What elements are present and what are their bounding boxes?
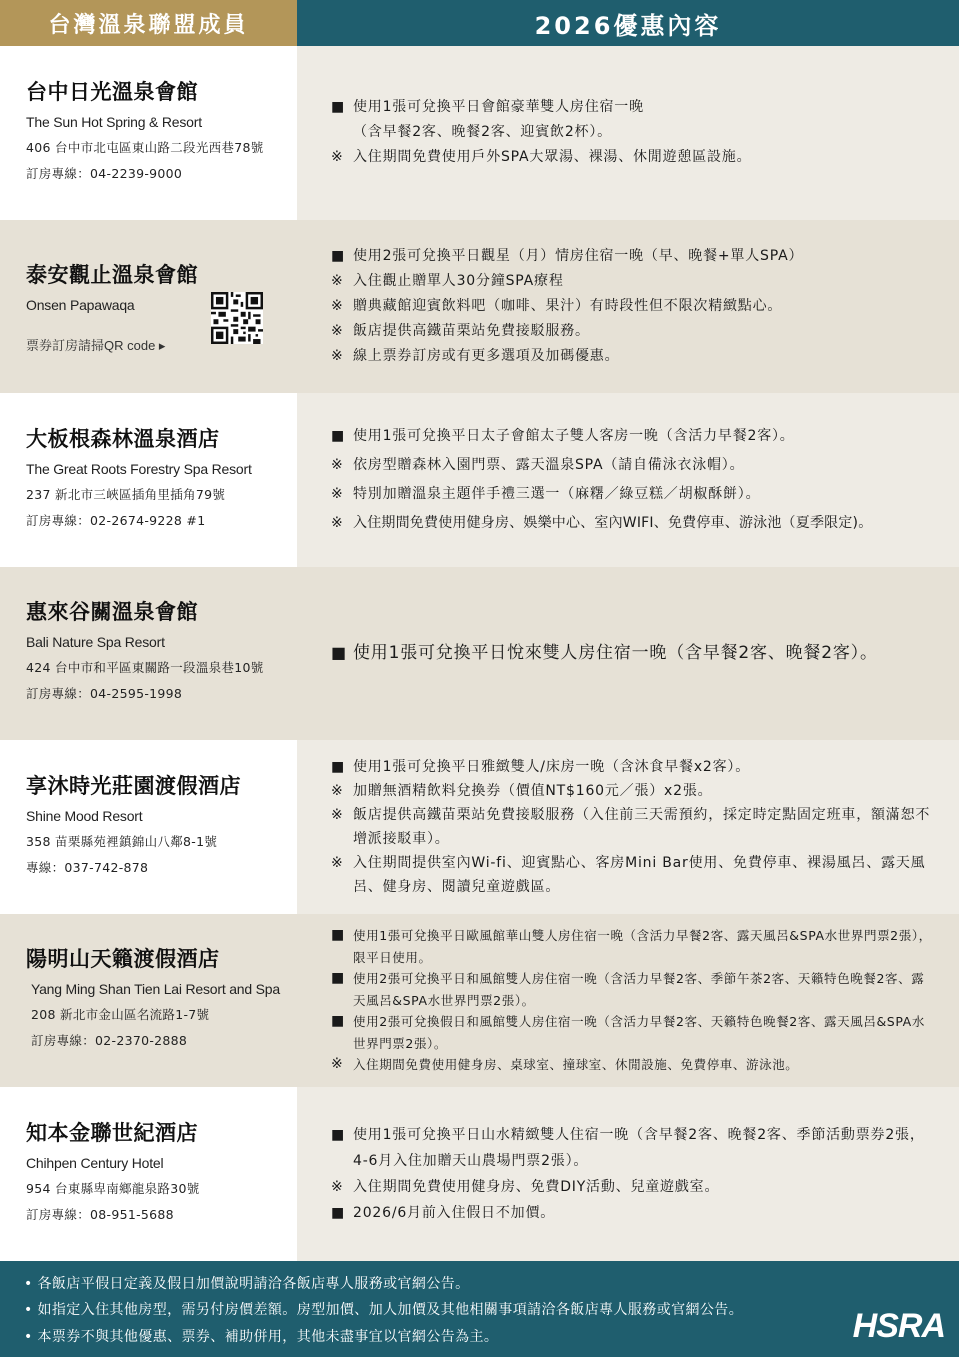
footer-note: • 如指定入住其他房型，需另付房價差額。房型加價、加人加價及其他相關事項請洽各飯店專人服務或官網公告。 [24, 1302, 744, 1318]
bullet: ■ [331, 427, 346, 444]
hotel-offers [297, 914, 959, 1088]
hotel-english-name: Yang Ming Shan Tien Lai Resort and Spa [31, 981, 280, 998]
bullet: ■ [331, 1013, 345, 1029]
offer-item: ※ 贈典藏館迎賓飲料吧（咖啡、果汁）有時段性但不限次精緻點心。 [331, 294, 935, 319]
hotel-phone: 訂房專線：04-2239-9000 [26, 165, 183, 181]
bullet: ■ [331, 1126, 346, 1143]
footer-note: • 各飯店平假日定義及假日加價說明請洽各飯店專人服務或官網公告。 [24, 1275, 470, 1292]
bullet: ■ [331, 643, 347, 663]
offer-item: ※ 入住期間免費使用戶外SPA大眾湯、裸湯、休閒遊憩區設施。 [331, 145, 935, 170]
offer-item: ※ 入住觀止贈單人30分鐘SPA療程 [331, 269, 935, 294]
hotel-name: 陽明山天籟渡假酒店 [26, 947, 220, 972]
offer-item: ■ 使用2張可兌換平日觀星（月）情房住宿一晚（早、晚餐+單人SPA） [331, 244, 935, 269]
hotel-english-name: Onsen Papawaqa [26, 296, 135, 313]
bullet: ※ [331, 1178, 344, 1195]
footer-notes [0, 1261, 959, 1357]
bullet: ※ [331, 854, 344, 871]
hotel-info [0, 46, 297, 220]
qr-code-icon[interactable] [211, 292, 263, 344]
bullet: ※ [331, 272, 344, 289]
hotel-row [0, 740, 959, 914]
hotel-row [0, 914, 959, 1088]
offer-item: ※ 特別加贈溫泉主題伴手禮三選一（麻糬／綠豆糕／胡椒酥餅）。 [331, 480, 935, 509]
hotel-english-name: Shine Mood Resort [26, 807, 143, 824]
offer-item: ※ 入住期間提供室內Wi-fi、迎賓點心、客房Mini Bar使用、免費停車、裸湯風呂、露天風呂、健身房、閱讀兒童遊戲區。 [331, 851, 935, 899]
qr-note: 票券訂房請掃QR code ▸ [26, 337, 166, 353]
bullet: ※ [331, 297, 344, 314]
bullet: ■ [331, 758, 346, 775]
hsra-logo: HSRA [852, 1306, 945, 1345]
offer-item: ■ 2026/6月前入住假日不加價。 [331, 1200, 935, 1226]
offer-item: ※ 加贈無酒精飲料兌換券（價值NT$160元／張）x2張。 [331, 779, 935, 803]
hotel-row [0, 1087, 959, 1261]
hotel-address: 237 新北市三峽區插角里插角79號 [26, 486, 226, 502]
offer-item: ■ 使用1張可兌換平日太子會館太子雙人客房一晚（含活力早餐2客）。 [331, 422, 935, 451]
bullet: ※ [331, 514, 343, 531]
bullet: ※ [331, 322, 344, 339]
hotel-offers [297, 740, 959, 914]
hotel-address: 954 台東縣卑南鄉龍泉路30號 [26, 1180, 200, 1196]
hotel-english-name: Chihpen Century Hotel [26, 1154, 164, 1171]
bullet: ※ [331, 456, 344, 473]
header-members: 台灣溫泉聯盟成員 [0, 0, 297, 46]
hotel-name: 惠來谷關溫泉會館 [26, 600, 198, 625]
bullet: ■ [331, 927, 345, 943]
hotel-address: 358 苗栗縣苑裡鎮錦山八鄰8-1號 [26, 833, 218, 849]
hotel-info [0, 393, 297, 567]
hotel-english-name: The Sun Hot Spring & Resort [26, 113, 202, 130]
bullet: ■ [331, 1204, 346, 1221]
hotel-phone: 訂房專線：02-2370-2888 [31, 1033, 188, 1049]
hotel-info [0, 220, 297, 394]
hotel-offers [297, 1087, 959, 1261]
hotel-offers [297, 393, 959, 567]
hotel-offers [297, 220, 959, 394]
bullet: ※ [331, 782, 344, 799]
hotel-row [0, 46, 959, 220]
offer-item: ※ 入住期間免費使用健身房、桌球室、撞球室、休閒設施、免費停車、游泳池。 [331, 1054, 935, 1076]
hotel-address: 208 新北市金山區名流路1-7號 [31, 1007, 210, 1023]
bullet: ※ [331, 347, 344, 364]
bullet [331, 120, 353, 145]
hotel-address: 424 台中市和平區東關路一段溫泉巷10號 [26, 660, 264, 676]
offer-item: ■ 使用1張可兌換平日歐風館華山雙人房住宿一晚（含活力早餐2客、露天風呂&SPA水世界門票2張），限平日使用。 [331, 925, 935, 968]
table-header [0, 0, 959, 46]
bullet: ※ [331, 1056, 344, 1072]
hotel-info [0, 914, 297, 1088]
hotel-offers [297, 46, 959, 220]
hotel-phone: 訂房專線：02-2674-9228 #1 [26, 512, 206, 528]
offer-item: ※ 入住期間免費使用健身房、免費DIY活動、兒童遊戲室。 [331, 1174, 935, 1200]
hotel-row [0, 393, 959, 567]
bullet: ※ [331, 149, 344, 166]
hotel-name: 台中日光溫泉會館 [26, 79, 198, 104]
offer-item: ※ 依房型贈森林入園門票、露天溫泉SPA（請自備泳衣泳帽）。 [331, 451, 935, 480]
offer-item: ※ 線上票券訂房或有更多選項及加碼優惠。 [331, 344, 935, 369]
hotel-phone: 專線：037-742-878 [26, 859, 149, 875]
offer-item: ■ 使用1張可兌換平日悅來雙人房住宿一晚（含早餐2客、晚餐2客）。 [331, 640, 935, 666]
offer-item: ※ 入住期間免費使用健身房、娛樂中心、室內WIFI、免費停車、游泳池（夏季限定)。 [331, 509, 935, 538]
bullet: ■ [331, 99, 346, 116]
offer-item: （含早餐2客、晚餐2客、迎賓飲2杯）。 [331, 120, 935, 145]
hotel-name: 知本金聯世紀酒店 [26, 1120, 198, 1145]
offer-item: ※ 飯店提供高鐵苗栗站免費接駁服務。 [331, 319, 935, 344]
offer-item: ■ 使用1張可兌換平日會館豪華雙人房住宿一晚 [331, 95, 935, 120]
hotel-name: 享沐時光莊園渡假酒店 [26, 773, 241, 798]
offer-item: ■ 使用2張可兌換假日和風館雙人房住宿一晚（含活力早餐2客、天籟特色晚餐2客、露天風呂&SPA水世界門票2張）。 [331, 1011, 935, 1054]
hotel-info [0, 740, 297, 914]
hotel-address: 406 台中市北屯區東山路二段光西巷78號 [26, 139, 264, 155]
offer-item: ■ 使用2張可兌換平日和風館雙人房住宿一晚（含活力早餐2客、季節午茶2客、天籟特色晚餐2客、露天風呂&SPA水世界門票2張）。 [331, 968, 935, 1011]
bullet: ■ [331, 970, 345, 986]
hotel-info [0, 567, 297, 741]
hotel-phone: 訂房專線：04-2595-1998 [26, 686, 183, 702]
bullet: ■ [331, 247, 346, 264]
offer-item: ■ 使用1張可兌換平日雅緻雙人/床房一晚（含沐食早餐x2客）。 [331, 755, 935, 779]
footer-note: • 本票券不與其他優惠、票券、補助併用，其他未盡事宜以官網公告為主。 [24, 1328, 499, 1345]
bullet: ※ [331, 806, 344, 823]
hotel-info [0, 1087, 297, 1261]
hotel-english-name: Bali Nature Spa Resort [26, 634, 165, 651]
offer-item: ■ 使用1張可兌換平日山水精緻雙人住宿一晚（含早餐2客、晚餐2客、季節活動票券2張，4-6月入住加贈天山農場門票2張）。 [331, 1122, 935, 1174]
header-offers: 2026優惠內容 [297, 0, 959, 46]
hotel-row [0, 567, 959, 741]
hotel-name: 大板根森林溫泉酒店 [26, 426, 220, 451]
hotel-english-name: The Great Roots Forestry Spa Resort [26, 460, 252, 477]
offer-item: ※ 飯店提供高鐵苗栗站免費接駁服務（入住前三天需預約，採定時定點固定班車，額滿恕不增派接駁車）。 [331, 803, 935, 851]
hotel-phone: 訂房專線：08-951-5688 [26, 1206, 174, 1222]
hotel-row [0, 220, 959, 394]
bullet: ※ [331, 485, 344, 502]
hotel-offers [297, 567, 959, 741]
hotel-name: 泰安觀止溫泉會館 [26, 262, 198, 287]
